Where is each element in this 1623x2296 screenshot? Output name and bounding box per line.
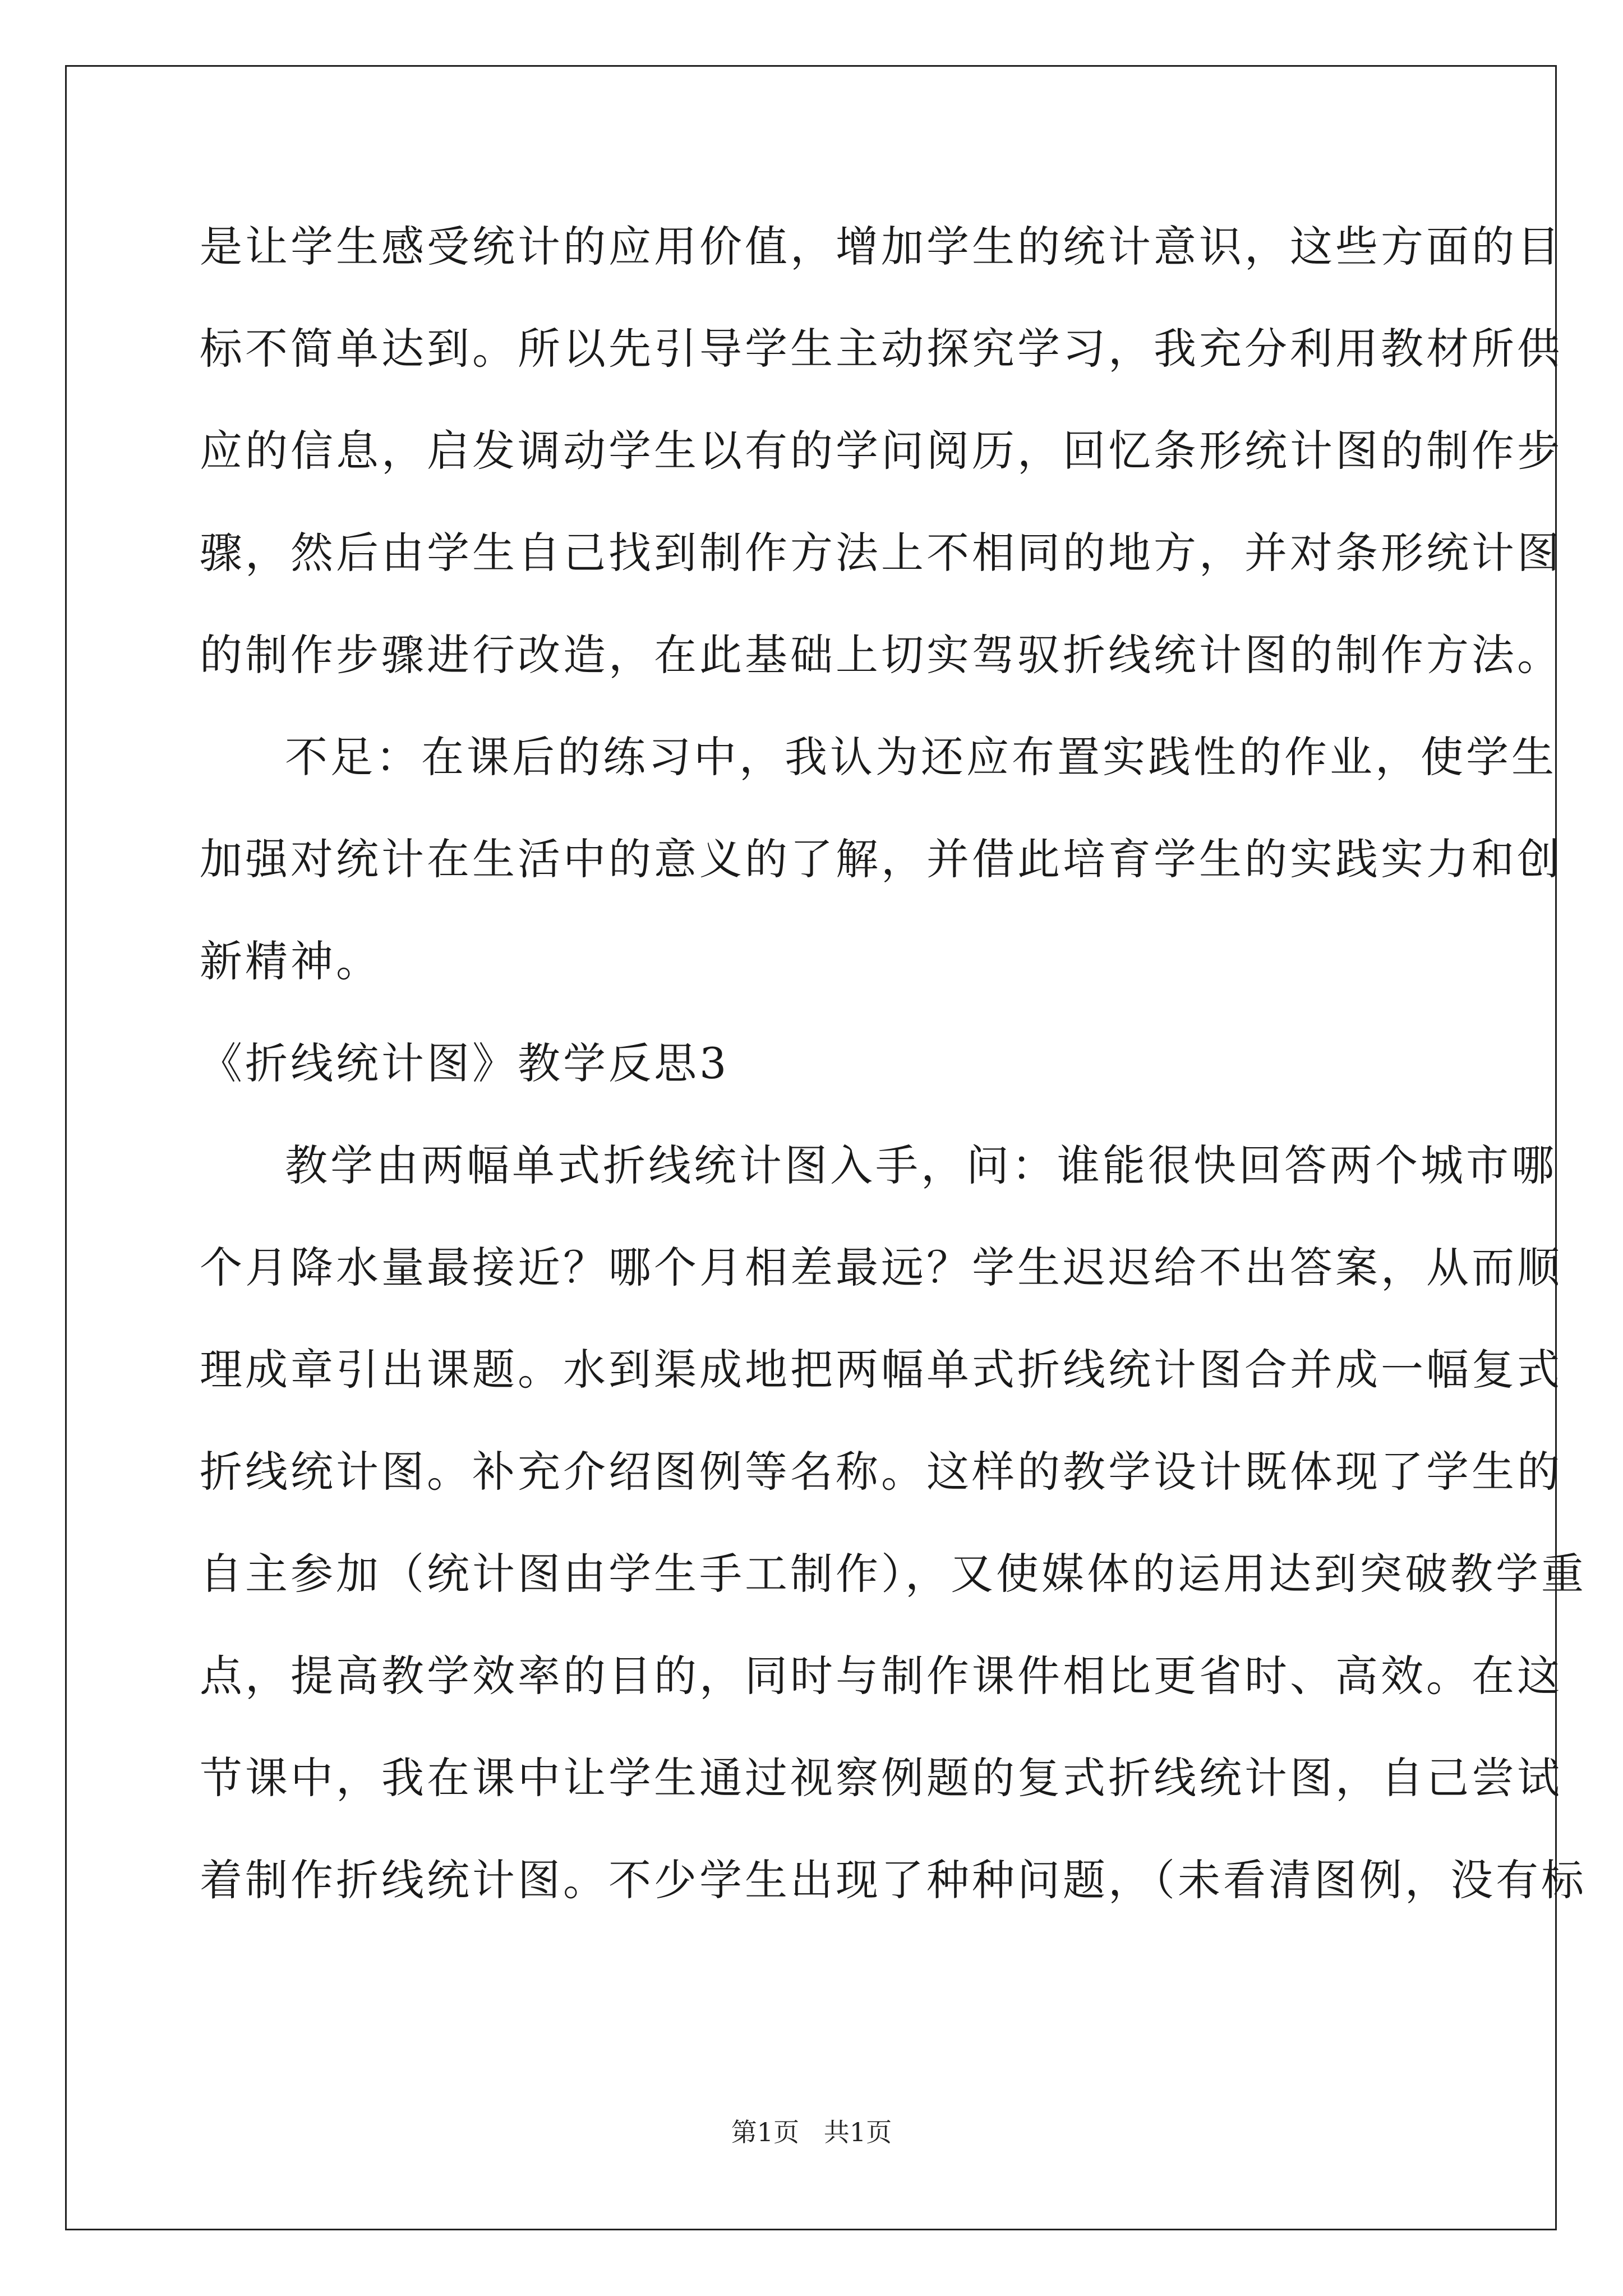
text-line: 的制作步骤进行改造，在此基础上切实驾驭折线统计图的制作方法。 — [200, 630, 1562, 680]
text-line: 理成章引出课题。水到渠成地把两幅单式折线统计图合并成一幅复式 — [200, 1345, 1562, 1395]
text-line: 自主参加（统计图由学生手工制作），又使媒体的运用达到突破教学重 — [200, 1549, 1587, 1599]
text-line: 节课中，我在课中让学生通过视察例题的复式折线统计图，自己尝试 — [200, 1753, 1562, 1803]
text-line: 折线统计图。补充介绍图例等名称。这样的教学设计既体现了学生的 — [200, 1447, 1562, 1497]
text-line: 加强对统计在生活中的意义的了解，并借此培育学生的实践实力和创 — [200, 834, 1562, 884]
text-line: 应的信息，启发调动学生以有的学问阅历，回忆条形统计图的制作步 — [200, 426, 1562, 476]
text-line: 新精神。 — [200, 936, 381, 986]
page-number-footer: 第1页 共1页 — [731, 2117, 892, 2147]
section-heading: 《折线统计图》教学反思3 — [200, 1038, 730, 1088]
text-line: 点，提高教学效率的目的，同时与制作课件相比更省时、高效。在这 — [200, 1651, 1562, 1701]
text-line: 骤，然后由学生自己找到制作方法上不相同的地方，并对条形统计图 — [200, 528, 1562, 578]
paragraph-start-line: 不足：在课后的练习中，我认为还应布置实践性的作业，使学生 — [285, 732, 1557, 782]
document-body — [200, 208, 1587, 1943]
text-line: 是让学生感受统计的应用价值，增加学生的统计意识，这些方面的目 — [200, 222, 1562, 272]
text-line: 个月降水量最接近？哪个月相差最远？学生迟迟给不出答案，从而顺 — [200, 1243, 1562, 1292]
text-line: 着制作折线统计图。不少学生出现了种种问题，（未看清图例，没有标 — [200, 1855, 1587, 1905]
text-line: 标不简单达到。所以先引导学生主动探究学习，我充分利用教材所供 — [200, 324, 1562, 374]
paragraph-start-line: 教学由两幅单式折线统计图入手，问：谁能很快回答两个城市哪 — [285, 1140, 1557, 1190]
